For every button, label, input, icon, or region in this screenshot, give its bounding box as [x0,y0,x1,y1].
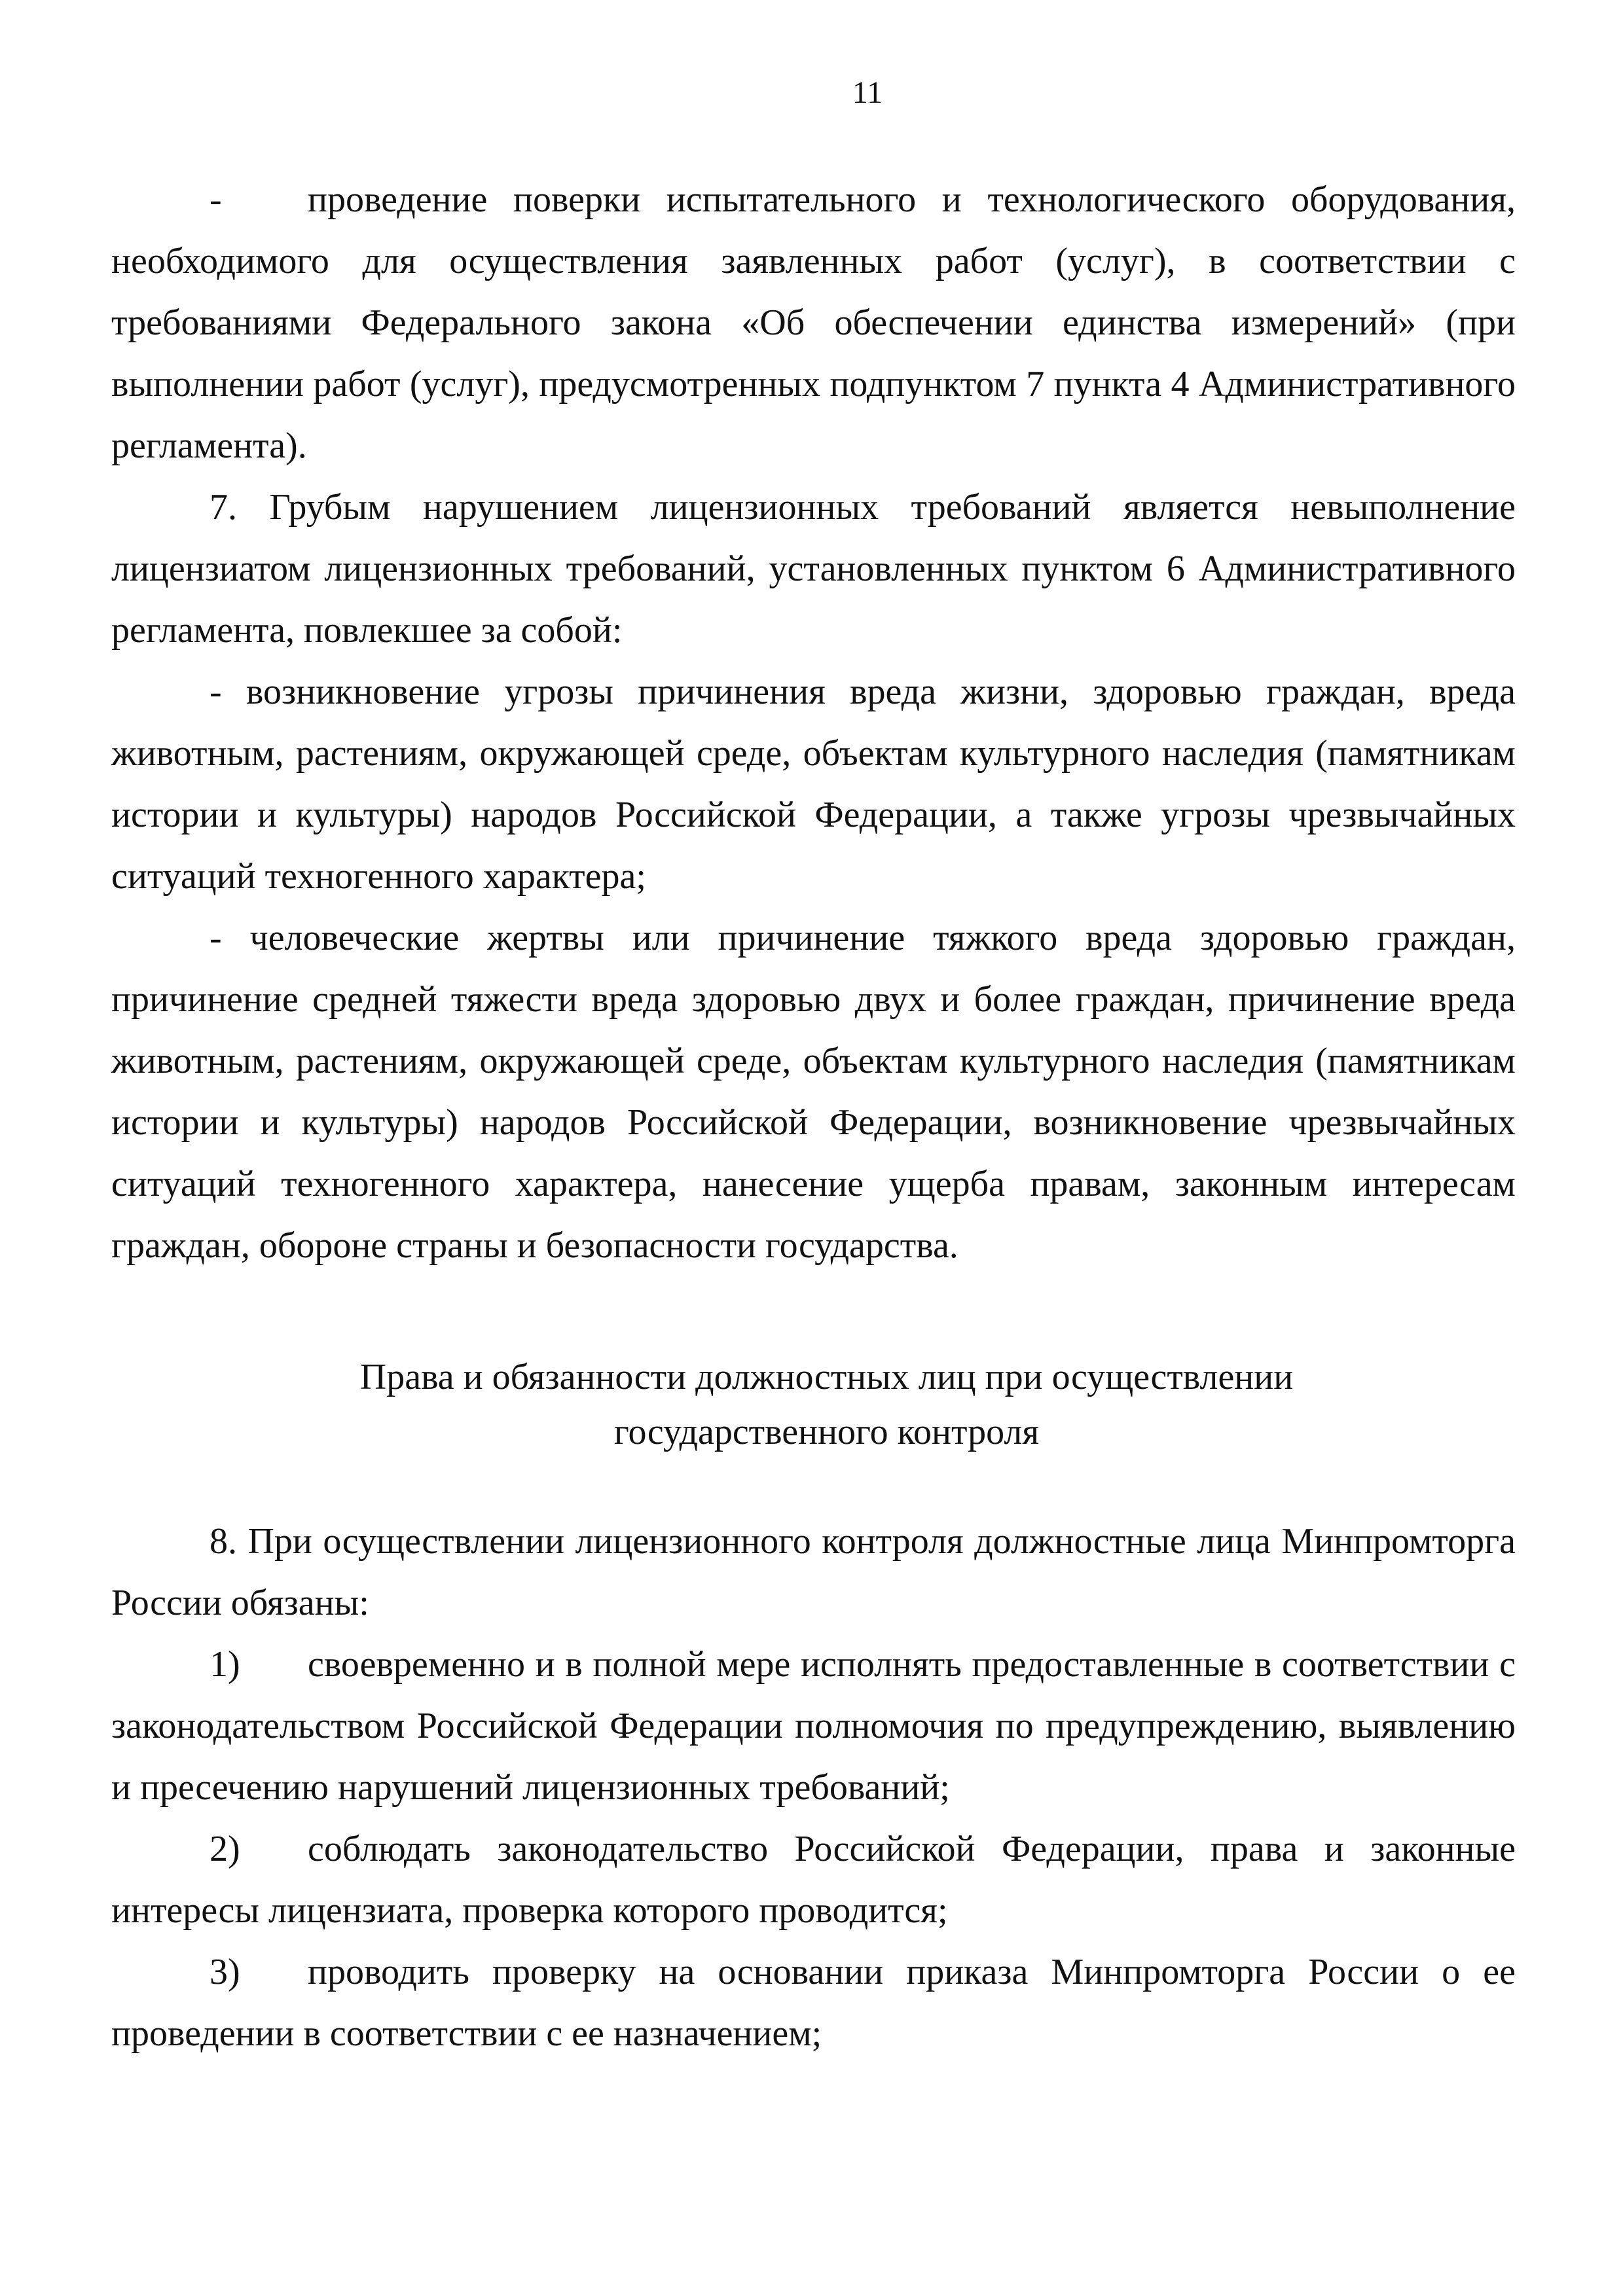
numbered-item-2 [111,1818,1516,1941]
item-text: своевременно и в полной мере исполнять предоставленные в соответствии с законодательством Российской Федерации полномочия по предупреждению, выявлению и пресечению нарушений лицензионных требований; [111,1644,1516,1808]
numbered-item-3 [111,1941,1516,2064]
paragraph-casualties-list-item: - человеческие жертвы или причинение тяжкого вреда здоровью граждан, причинение средней тяжести вреда здоровью двух и более граждан, причинение вреда животным, растениям, окружающей среде, объектам культурного наследия (памятникам истории и культуры) народов Российской Федерации, возникновение чрезвычайных ситуаций техногенного характера, нанесение ущерба правам, законным интересам граждан, обороне страны и безопасности государства. [111,918,1516,1266]
numbered-item-1 [111,1634,1516,1818]
item-number: 1) [210,1644,240,1685]
item-number: 2) [210,1829,240,1869]
section-heading [111,1350,1516,1460]
section-heading-line-2: государственного контроля [613,1412,1040,1452]
paragraph-threat-list-item: - возникновение угрозы причинения вреда жизни, здоровью граждан, вреда животным, растениям, окружающей среде, объектам культурного наследия (памятникам истории и культуры) народов Российской Федерации, а также угрозы чрезвычайных ситуаций техногенного характера; [111,672,1516,897]
document-body [111,169,1516,2064]
item-number: 3) [210,1952,240,1992]
page-number: 11 [852,75,883,110]
paragraph-equipment-verification [111,169,1516,476]
paragraph-dash: - [210,179,222,220]
section-heading-line-1: Права и обязанности должностных лиц при осуществлении [359,1357,1294,1397]
paragraph-officials-obligations: 8. При осуществлении лицензионного контроля должностные лица Минпромторга России обязаны: [111,1521,1516,1623]
paragraph-gross-violation: 7. Грубым нарушением лицензионных требований является невыполнение лицензиатом лицензионных требований, установленных пунктом 6 Административного регламента, повлекшее за собой: [111,487,1516,651]
paragraph-text: проведение поверки испытательного и технологического оборудования, необходимого для осуществления заявленных работ (услуг), в соответствии с требованиями Федерального закона «Об обеспечении единства измерений» (при выполнении работ (услуг), предусмотренных подпунктом 7 пункта 4 Административного регламента). [111,179,1516,466]
item-text: проводить проверку на основании приказа Минпромторга России о ее проведении в соответствии с ее назначением; [111,1952,1516,2054]
item-text: соблюдать законодательство Российской Федерации, права и законные интересы лицензиата, проверка которого проводится; [111,1829,1516,1931]
